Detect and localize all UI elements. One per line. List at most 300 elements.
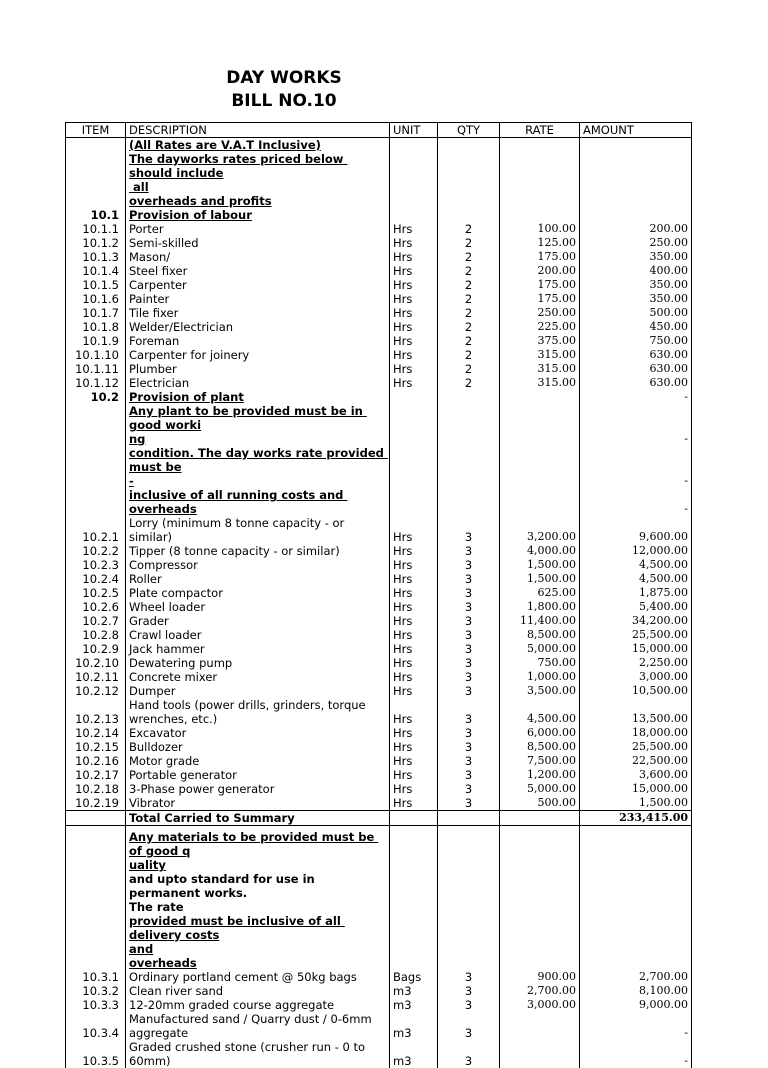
- item-cell: 10.1.8: [66, 320, 126, 334]
- bill-table: [65, 122, 692, 1068]
- description-cell: overheads and profits: [126, 194, 390, 208]
- unit-cell: Hrs: [390, 278, 438, 292]
- rate-cell: [500, 488, 580, 516]
- rate-cell: 375.00: [500, 334, 580, 348]
- table-row: [66, 830, 692, 872]
- amount-cell: 2,700.00: [580, 970, 692, 984]
- qty-cell: 3: [438, 572, 500, 586]
- table-row: [66, 236, 692, 250]
- table-total: [66, 811, 692, 831]
- amount-cell: [580, 956, 692, 970]
- unit-cell: Hrs: [390, 740, 438, 754]
- qty-cell: [438, 956, 500, 970]
- header-amount: AMOUNT: [580, 123, 692, 138]
- item-cell: 10.1: [66, 208, 126, 222]
- amount-cell: 630.00: [580, 348, 692, 362]
- item-cell: 10.2.5: [66, 586, 126, 600]
- qty-cell: 3: [438, 998, 500, 1012]
- item-cell: [66, 830, 126, 872]
- total-unit-cell: [390, 811, 438, 826]
- item-cell: 10.2.2: [66, 544, 126, 558]
- rate-cell: 3,000.00: [500, 998, 580, 1012]
- table-row: [66, 152, 692, 194]
- amount-cell: 12,000.00: [580, 544, 692, 558]
- description-cell: Hand tools (power drills, grinders, torque wrenches, etc.): [126, 698, 390, 726]
- description-cell: The dayworks rates priced below should include all: [126, 152, 390, 194]
- amount-cell: 350.00: [580, 278, 692, 292]
- header-rate: RATE: [500, 123, 580, 138]
- table-row: [66, 998, 692, 1012]
- rate-cell: 315.00: [500, 362, 580, 376]
- description-cell: Plumber: [126, 362, 390, 376]
- qty-cell: 2: [438, 376, 500, 390]
- item-cell: 10.2.9: [66, 642, 126, 656]
- unit-cell: Hrs: [390, 684, 438, 698]
- item-cell: [66, 872, 126, 914]
- unit-cell: [390, 446, 438, 488]
- table-row: [66, 264, 692, 278]
- unit-cell: Hrs: [390, 782, 438, 796]
- rate-cell: [500, 446, 580, 488]
- total-qty-cell: [438, 811, 500, 826]
- description-cell: and upto standard for use in permanent works. The rate: [126, 872, 390, 914]
- qty-cell: [438, 446, 500, 488]
- rate-cell: 175.00: [500, 278, 580, 292]
- rate-cell: 175.00: [500, 250, 580, 264]
- description-cell: Vibrator: [126, 796, 390, 811]
- rate-cell: 7,500.00: [500, 754, 580, 768]
- description-cell: Semi-skilled: [126, 236, 390, 250]
- item-cell: [66, 152, 126, 194]
- amount-cell: 15,000.00: [580, 782, 692, 796]
- unit-cell: Hrs: [390, 236, 438, 250]
- description-cell: Carpenter for joinery: [126, 348, 390, 362]
- header-item: ITEM: [66, 123, 126, 138]
- amount-cell: 15,000.00: [580, 642, 692, 656]
- description-cell: Concrete mixer: [126, 670, 390, 684]
- rate-cell: 2,700.00: [500, 984, 580, 998]
- rate-cell: 500.00: [500, 796, 580, 811]
- total-label: Total Carried to Summary: [126, 811, 390, 826]
- amount-cell: 3,600.00: [580, 768, 692, 782]
- rate-cell: 625.00: [500, 586, 580, 600]
- qty-cell: 3: [438, 740, 500, 754]
- amount-cell: 500.00: [580, 306, 692, 320]
- table-row: [66, 628, 692, 642]
- description-cell: Graded crushed stone (crusher run - 0 to 60mm): [126, 1040, 390, 1068]
- unit-cell: Hrs: [390, 600, 438, 614]
- unit-cell: [390, 488, 438, 516]
- amount-cell: 18,000.00: [580, 726, 692, 740]
- unit-cell: [390, 914, 438, 956]
- qty-cell: 3: [438, 1040, 500, 1068]
- description-cell: Clean river sand: [126, 984, 390, 998]
- rate-cell: 200.00: [500, 264, 580, 278]
- item-cell: 10.1.4: [66, 264, 126, 278]
- unit-cell: Hrs: [390, 642, 438, 656]
- qty-cell: 3: [438, 656, 500, 670]
- amount-cell: [580, 872, 692, 914]
- page-title: DAY WORKS: [226, 68, 342, 88]
- rate-cell: 175.00: [500, 292, 580, 306]
- description-cell: Any plant to be provided must be in good worki ng: [126, 404, 390, 446]
- amount-cell: 3,000.00: [580, 670, 692, 684]
- unit-cell: Hrs: [390, 544, 438, 558]
- unit-cell: [390, 830, 438, 872]
- rate-cell: [500, 208, 580, 222]
- table-row: [66, 222, 692, 236]
- unit-cell: Hrs: [390, 628, 438, 642]
- item-cell: [66, 138, 126, 153]
- unit-cell: Hrs: [390, 656, 438, 670]
- item-cell: 10.2.19: [66, 796, 126, 811]
- item-cell: [66, 446, 126, 488]
- rate-cell: 315.00: [500, 348, 580, 362]
- amount-cell: [580, 152, 692, 194]
- qty-cell: [438, 390, 500, 404]
- item-cell: 10.1.11: [66, 362, 126, 376]
- qty-cell: 3: [438, 628, 500, 642]
- amount-cell: 750.00: [580, 334, 692, 348]
- qty-cell: 3: [438, 984, 500, 998]
- unit-cell: Bags: [390, 970, 438, 984]
- unit-cell: m3: [390, 1040, 438, 1068]
- qty-cell: [438, 914, 500, 956]
- item-cell: 10.2: [66, 390, 126, 404]
- rate-cell: 100.00: [500, 222, 580, 236]
- table-body-labour-plant: [66, 138, 692, 811]
- qty-cell: [438, 404, 500, 446]
- amount-cell: -: [580, 488, 692, 516]
- header-unit: UNIT: [390, 123, 438, 138]
- qty-cell: 3: [438, 600, 500, 614]
- qty-cell: 3: [438, 726, 500, 740]
- description-cell: Crawl loader: [126, 628, 390, 642]
- item-cell: 10.3.5: [66, 1040, 126, 1068]
- amount-cell: 4,500.00: [580, 572, 692, 586]
- qty-cell: 2: [438, 250, 500, 264]
- qty-cell: 3: [438, 544, 500, 558]
- rate-cell: 1,800.00: [500, 600, 580, 614]
- rate-cell: [500, 1012, 580, 1040]
- item-cell: 10.1.2: [66, 236, 126, 250]
- rate-cell: 125.00: [500, 236, 580, 250]
- table-row: [66, 614, 692, 628]
- item-cell: 10.2.4: [66, 572, 126, 586]
- description-cell: Motor grade: [126, 754, 390, 768]
- item-cell: 10.2.10: [66, 656, 126, 670]
- amount-cell: 9,600.00: [580, 516, 692, 544]
- table-row: [66, 656, 692, 670]
- qty-cell: 3: [438, 1012, 500, 1040]
- amount-cell: [580, 830, 692, 872]
- table-row: [66, 914, 692, 956]
- table-row: [66, 956, 692, 970]
- amount-cell: 13,500.00: [580, 698, 692, 726]
- unit-cell: [390, 956, 438, 970]
- amount-cell: -: [580, 1040, 692, 1068]
- table-row: [66, 306, 692, 320]
- table-row: [66, 600, 692, 614]
- unit-cell: [390, 152, 438, 194]
- unit-cell: Hrs: [390, 586, 438, 600]
- unit-cell: [390, 138, 438, 153]
- rate-cell: [500, 404, 580, 446]
- table-row: [66, 362, 692, 376]
- description-cell: Grader: [126, 614, 390, 628]
- item-cell: 10.1.1: [66, 222, 126, 236]
- description-cell: Tile fixer: [126, 306, 390, 320]
- item-cell: 10.3.1: [66, 970, 126, 984]
- qty-cell: [438, 208, 500, 222]
- table-row: [66, 194, 692, 208]
- item-cell: [66, 194, 126, 208]
- unit-cell: Hrs: [390, 376, 438, 390]
- qty-cell: 2: [438, 222, 500, 236]
- qty-cell: 3: [438, 698, 500, 726]
- qty-cell: [438, 488, 500, 516]
- table-row: [66, 872, 692, 914]
- unit-cell: m3: [390, 1012, 438, 1040]
- qty-cell: 2: [438, 264, 500, 278]
- unit-cell: m3: [390, 984, 438, 998]
- item-cell: 10.2.7: [66, 614, 126, 628]
- qty-cell: 3: [438, 614, 500, 628]
- rate-cell: [500, 956, 580, 970]
- rate-cell: [500, 1040, 580, 1068]
- amount-cell: 8,100.00: [580, 984, 692, 998]
- table-row: [66, 782, 692, 796]
- description-cell: Excavator: [126, 726, 390, 740]
- unit-cell: Hrs: [390, 264, 438, 278]
- table-row: [66, 278, 692, 292]
- table-row: [66, 698, 692, 726]
- item-cell: 10.2.14: [66, 726, 126, 740]
- qty-cell: 2: [438, 236, 500, 250]
- description-cell: Jack hammer: [126, 642, 390, 656]
- rate-cell: 250.00: [500, 306, 580, 320]
- table-row: [66, 796, 692, 811]
- unit-cell: Hrs: [390, 516, 438, 544]
- table-header: [66, 123, 692, 138]
- description-cell: Porter: [126, 222, 390, 236]
- item-cell: [66, 404, 126, 446]
- description-cell: Manufactured sand / Quarry dust / 0-6mm aggregate: [126, 1012, 390, 1040]
- qty-cell: 2: [438, 334, 500, 348]
- qty-cell: 3: [438, 754, 500, 768]
- unit-cell: Hrs: [390, 250, 438, 264]
- unit-cell: Hrs: [390, 754, 438, 768]
- amount-cell: 2,250.00: [580, 656, 692, 670]
- qty-cell: [438, 830, 500, 872]
- unit-cell: [390, 872, 438, 914]
- header-qty: QTY: [438, 123, 500, 138]
- rate-cell: 1,500.00: [500, 572, 580, 586]
- unit-cell: Hrs: [390, 796, 438, 811]
- qty-cell: 2: [438, 362, 500, 376]
- amount-cell: -: [580, 446, 692, 488]
- qty-cell: [438, 138, 500, 153]
- amount-cell: [580, 138, 692, 153]
- qty-cell: [438, 194, 500, 208]
- table-row: [66, 1040, 692, 1068]
- unit-cell: Hrs: [390, 334, 438, 348]
- rate-cell: 3,200.00: [500, 516, 580, 544]
- description-cell: Portable generator: [126, 768, 390, 782]
- amount-cell: 200.00: [580, 222, 692, 236]
- total-item-cell: [66, 811, 126, 826]
- amount-cell: 630.00: [580, 376, 692, 390]
- amount-cell: [580, 914, 692, 956]
- description-cell: provided must be inclusive of all delivery costs and: [126, 914, 390, 956]
- table-row: [66, 292, 692, 306]
- description-cell: Tipper (8 tonne capacity - or similar): [126, 544, 390, 558]
- item-cell: 10.2.15: [66, 740, 126, 754]
- amount-cell: 34,200.00: [580, 614, 692, 628]
- unit-cell: Hrs: [390, 614, 438, 628]
- rate-cell: 1,000.00: [500, 670, 580, 684]
- amount-cell: -: [580, 390, 692, 404]
- table-row: [66, 208, 692, 222]
- amount-cell: 4,500.00: [580, 558, 692, 572]
- rate-cell: [500, 390, 580, 404]
- description-cell: overheads: [126, 956, 390, 970]
- table-row: [66, 970, 692, 984]
- item-cell: 10.3.3: [66, 998, 126, 1012]
- amount-cell: 22,500.00: [580, 754, 692, 768]
- description-cell: Lorry (minimum 8 tonne capacity - or similar): [126, 516, 390, 544]
- table-row: [66, 684, 692, 698]
- amount-cell: [580, 208, 692, 222]
- table-row: [66, 586, 692, 600]
- table-row: [66, 404, 692, 446]
- qty-cell: 3: [438, 970, 500, 984]
- item-cell: [66, 956, 126, 970]
- unit-cell: Hrs: [390, 768, 438, 782]
- table-row: [66, 754, 692, 768]
- description-cell: Ordinary portland cement @ 50kg bags: [126, 970, 390, 984]
- table-row: [66, 740, 692, 754]
- rate-cell: 315.00: [500, 376, 580, 390]
- description-cell: Provision of plant: [126, 390, 390, 404]
- description-cell: Painter: [126, 292, 390, 306]
- table-row: [66, 446, 692, 488]
- table-row: [66, 558, 692, 572]
- item-cell: 10.2.17: [66, 768, 126, 782]
- table-body-materials: [66, 830, 692, 1068]
- unit-cell: Hrs: [390, 670, 438, 684]
- total-row: [66, 811, 692, 826]
- item-cell: 10.1.7: [66, 306, 126, 320]
- unit-cell: Hrs: [390, 572, 438, 586]
- description-cell: Foreman: [126, 334, 390, 348]
- item-cell: [66, 488, 126, 516]
- qty-cell: 3: [438, 516, 500, 544]
- qty-cell: 3: [438, 684, 500, 698]
- qty-cell: 2: [438, 320, 500, 334]
- amount-cell: 5,400.00: [580, 600, 692, 614]
- qty-cell: 3: [438, 558, 500, 572]
- total-amount: 233,415.00: [580, 811, 692, 826]
- bill-number: BILL NO.10: [231, 91, 337, 111]
- item-cell: 10.2.8: [66, 628, 126, 642]
- item-cell: 10.2.6: [66, 600, 126, 614]
- table-row: [66, 670, 692, 684]
- item-cell: 10.2.3: [66, 558, 126, 572]
- unit-cell: Hrs: [390, 558, 438, 572]
- description-cell: Bulldozer: [126, 740, 390, 754]
- rate-cell: 5,000.00: [500, 782, 580, 796]
- amount-cell: 1,500.00: [580, 796, 692, 811]
- table-row: [66, 348, 692, 362]
- unit-cell: [390, 194, 438, 208]
- description-cell: Mason/: [126, 250, 390, 264]
- description-cell: condition. The day works rate provided must be -: [126, 446, 390, 488]
- unit-cell: Hrs: [390, 726, 438, 740]
- qty-cell: [438, 872, 500, 914]
- rate-cell: 4,000.00: [500, 544, 580, 558]
- description-cell: Any materials to be provided must be of good q uality: [126, 830, 390, 872]
- description-cell: Roller: [126, 572, 390, 586]
- rate-cell: 750.00: [500, 656, 580, 670]
- table-row: [66, 138, 692, 153]
- rate-cell: [500, 872, 580, 914]
- qty-cell: 3: [438, 768, 500, 782]
- rate-cell: 8,500.00: [500, 740, 580, 754]
- rate-cell: 900.00: [500, 970, 580, 984]
- rate-cell: [500, 830, 580, 872]
- item-cell: 10.1.3: [66, 250, 126, 264]
- amount-cell: -: [580, 404, 692, 446]
- rate-cell: 11,400.00: [500, 614, 580, 628]
- unit-cell: m3: [390, 998, 438, 1012]
- unit-cell: Hrs: [390, 698, 438, 726]
- description-cell: Dumper: [126, 684, 390, 698]
- description-cell: 3-Phase power generator: [126, 782, 390, 796]
- unit-cell: Hrs: [390, 362, 438, 376]
- amount-cell: 350.00: [580, 250, 692, 264]
- unit-cell: [390, 208, 438, 222]
- unit-cell: Hrs: [390, 292, 438, 306]
- table-row: [66, 768, 692, 782]
- amount-cell: 350.00: [580, 292, 692, 306]
- amount-cell: 1,875.00: [580, 586, 692, 600]
- item-cell: 10.3.2: [66, 984, 126, 998]
- rate-cell: [500, 152, 580, 194]
- unit-cell: Hrs: [390, 348, 438, 362]
- table-row: [66, 544, 692, 558]
- table-row: [66, 250, 692, 264]
- description-cell: Provision of labour: [126, 208, 390, 222]
- rate-cell: 3,500.00: [500, 684, 580, 698]
- unit-cell: Hrs: [390, 222, 438, 236]
- amount-cell: 25,500.00: [580, 628, 692, 642]
- qty-cell: 3: [438, 782, 500, 796]
- unit-cell: [390, 404, 438, 446]
- item-cell: 10.1.9: [66, 334, 126, 348]
- description-cell: Plate compactor: [126, 586, 390, 600]
- item-cell: 10.1.12: [66, 376, 126, 390]
- unit-cell: Hrs: [390, 306, 438, 320]
- rate-cell: 8,500.00: [500, 628, 580, 642]
- amount-cell: -: [580, 1012, 692, 1040]
- description-cell: Dewatering pump: [126, 656, 390, 670]
- item-cell: 10.1.6: [66, 292, 126, 306]
- amount-cell: 250.00: [580, 236, 692, 250]
- qty-cell: 3: [438, 586, 500, 600]
- table-row: [66, 642, 692, 656]
- rate-cell: 4,500.00: [500, 698, 580, 726]
